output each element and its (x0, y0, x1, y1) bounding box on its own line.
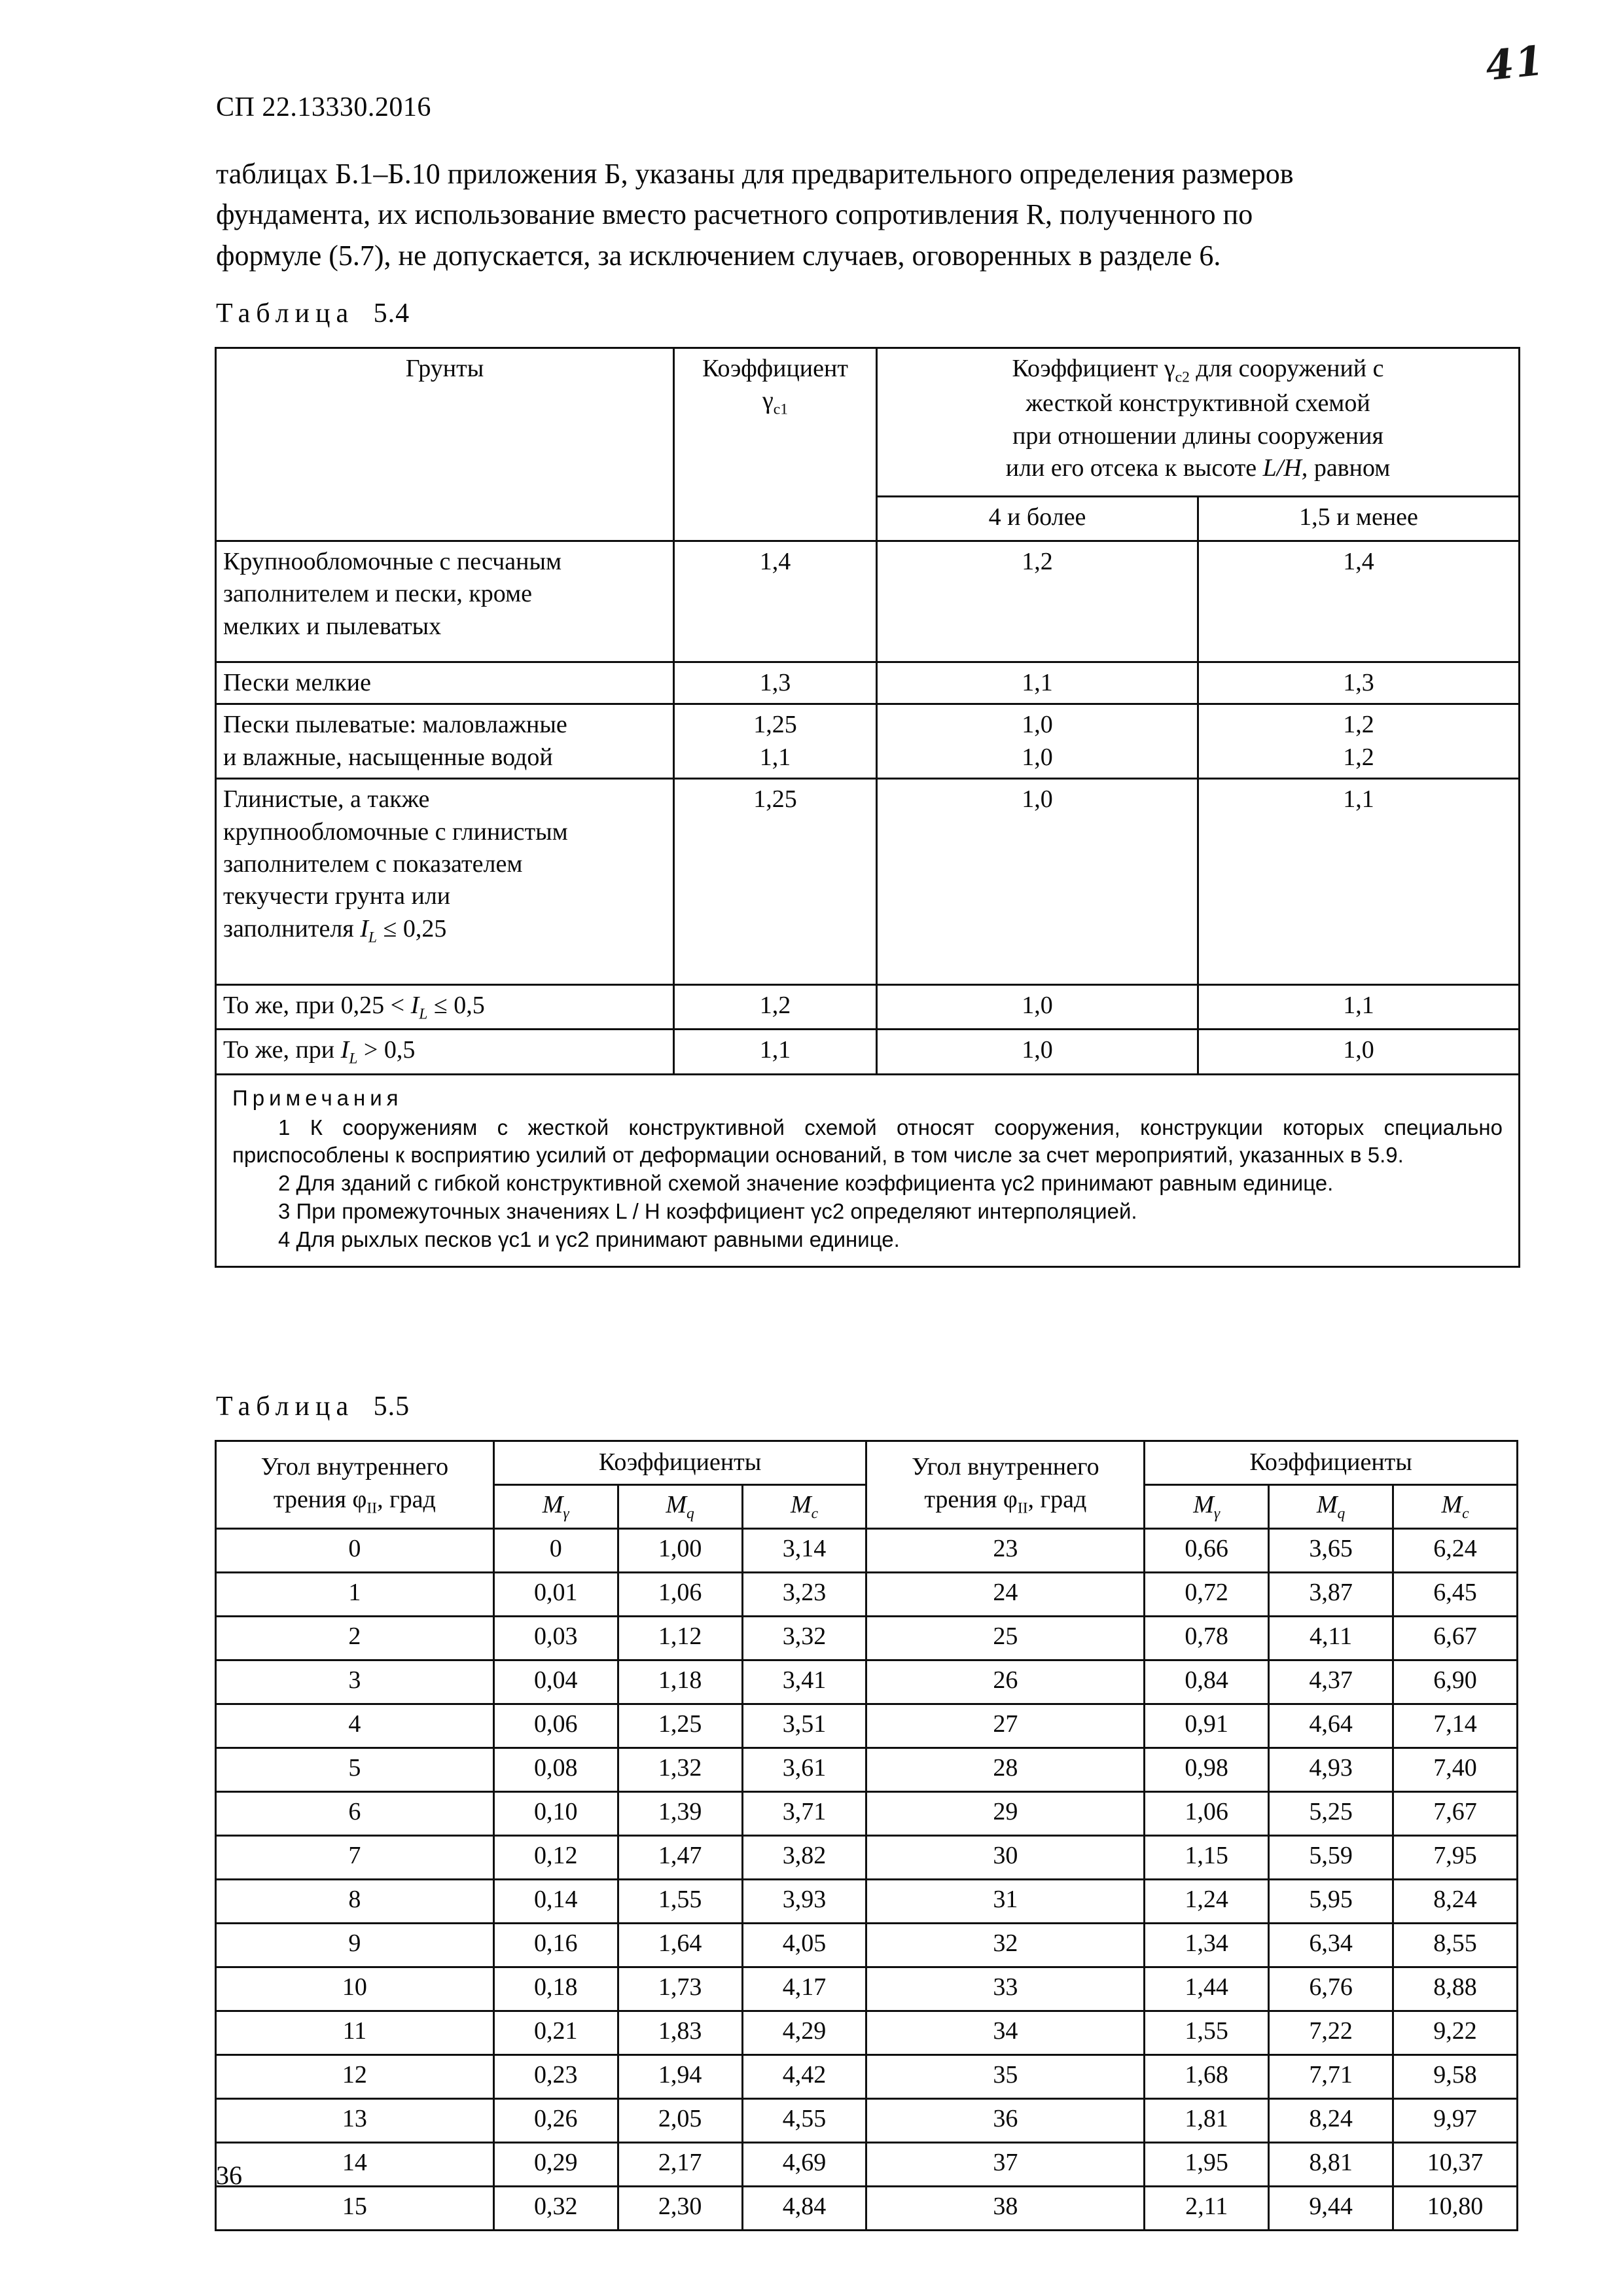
table-5-5-header-row (216, 1441, 1518, 1485)
gamma-c2-4-value: 1,0 (877, 985, 1198, 1030)
intro-line-2: фундамента, их использование вместо расчетного сопротивления R, полученного по (216, 198, 1253, 231)
m-c-left: 3,71 (742, 1792, 866, 1836)
table-row (216, 1748, 1518, 1792)
m-q-left: 1,55 (618, 1880, 742, 1924)
ground-line: Глинистые, а также (223, 785, 430, 814)
m-gamma-right: 1,24 (1145, 1880, 1269, 1924)
ground-line: Пески пылеватые: маловлажные (223, 711, 567, 739)
m-gamma-left: 0 (493, 1529, 618, 1573)
table-5-4 (215, 347, 1520, 1268)
header-gamma-c1-line1: Коэффициент (702, 355, 848, 382)
ground-name: То же, при $0,25 < I_L \le 0,5$ (216, 985, 674, 1030)
angle-right: 29 (866, 1792, 1145, 1836)
m-q-right: 3,65 (1269, 1529, 1393, 1573)
note-item: 1 К сооружениям с жесткой конструктивной схемой относят сооружения, конструкции которых специально приспособлены к восприятию усилий от деформации оснований, в том числе за счет мероприятий, указанных в 5.9. (232, 1115, 1503, 1168)
m-q-right: 8,81 (1269, 2143, 1393, 2187)
m-gamma-right: 2,11 (1145, 2187, 1269, 2231)
angle-left: 4 (216, 1704, 494, 1748)
m-c-right: 6,67 (1393, 1617, 1518, 1660)
gamma-c1-value: 1,3 (674, 662, 877, 704)
angle-left: 6 (216, 1792, 494, 1836)
m-c-left: 4,05 (742, 1924, 866, 1967)
m-q-right: 4,64 (1269, 1704, 1393, 1748)
angle-right: 36 (866, 2099, 1145, 2143)
table-5-5-caption (216, 1391, 410, 1422)
m-c-left: 3,32 (742, 1617, 866, 1660)
m-q-left: 1,83 (618, 2011, 742, 2055)
note-item: 4 Для рыхлых песков γc1 и γc2 принимают равными единице. (278, 1227, 900, 1252)
table-row (216, 704, 1520, 779)
m-q-right: 7,71 (1269, 2055, 1393, 2099)
m-gamma-left: 0,12 (493, 1836, 618, 1880)
m-gamma-right: 0,72 (1145, 1573, 1269, 1617)
m-gamma-right: 0,91 (1145, 1704, 1269, 1748)
m-q-right: 3,87 (1269, 1573, 1393, 1617)
ground-name (216, 541, 674, 662)
angle-right: 27 (866, 1704, 1145, 1748)
ground-name: То же, при $I_L > 0,5$ (216, 1030, 674, 1074)
m-gamma-right: 1,68 (1145, 2055, 1269, 2099)
m-c-right: 8,24 (1393, 1880, 1518, 1924)
table-5-4-notes-row (216, 1074, 1520, 1266)
angle-right: 38 (866, 2187, 1145, 2231)
m-gamma-left: 0,23 (493, 2055, 618, 2099)
m-gamma-left: 0,16 (493, 1924, 618, 1967)
angle-left: 15 (216, 2187, 494, 2231)
angle-left: 10 (216, 1967, 494, 2011)
m-q-left: 1,32 (618, 1748, 742, 1792)
gamma-c2-15-value: 1,2 1,2 (1198, 704, 1520, 779)
m-c-right: 6,90 (1393, 1660, 1518, 1704)
m-gamma-right: 0,66 (1145, 1529, 1269, 1573)
table-5-4-caption-number: 5.4 (373, 298, 410, 329)
table-row (216, 2011, 1518, 2055)
table-5-5-caption-number: 5.5 (373, 1391, 410, 1422)
angle-left: 7 (216, 1836, 494, 1880)
m-c-right: 9,22 (1393, 2011, 1518, 2055)
m-q-left: 1,12 (618, 1617, 742, 1660)
gamma-c2-15-value: 1,0 (1198, 1030, 1520, 1074)
table-row (216, 985, 1520, 1030)
m-c-right: 10,80 (1393, 2187, 1518, 2231)
angle-right: 26 (866, 1660, 1145, 1704)
m-c-right: 8,88 (1393, 1967, 1518, 2011)
m-c-left: 4,55 (742, 2099, 866, 2143)
header-gamma-c2: Коэффициент $\gamma_{c2}$ для сооружений с жесткой конструктивной схемой при отношении длины сооружения или его отсека к высоте L/H, равном (877, 348, 1520, 497)
m-c-right: 6,24 (1393, 1529, 1518, 1573)
table-5-4-caption-word: Таблица (216, 298, 355, 329)
gamma-c2-4-value: 1,2 (877, 541, 1198, 662)
header-m-c-right: $M_c$ (1393, 1485, 1518, 1529)
gamma-c2-15-value: 1,1 (1198, 779, 1520, 985)
angle-left: 1 (216, 1573, 494, 1617)
table-row (216, 1617, 1518, 1660)
gamma-c2-4-value: 1,0 (877, 779, 1198, 985)
gamma-c2-15-value: 1,1 (1198, 985, 1520, 1030)
note-item: 3 При промежуточных значениях L / H коэффициент γc2 определяют интерполяцией. (278, 1199, 1137, 1224)
ground-name (216, 779, 674, 985)
m-gamma-left: 0,32 (493, 2187, 618, 2231)
table-row (216, 1704, 1518, 1748)
m-q-left: 1,39 (618, 1792, 742, 1836)
m-gamma-left: 0,21 (493, 2011, 618, 2055)
m-q-left: 1,94 (618, 2055, 742, 2099)
table-row (216, 1030, 1520, 1074)
angle-right: 35 (866, 2055, 1145, 2099)
m-gamma-left: 0,10 (493, 1792, 618, 1836)
gamma-c1-value: 1,25 (674, 779, 877, 985)
angle-right: 23 (866, 1529, 1145, 1573)
table-row (216, 2055, 1518, 2099)
angle-right: 32 (866, 1924, 1145, 1967)
m-q-left: 1,18 (618, 1660, 742, 1704)
header-gamma-c1: Коэффициент $\gamma_{c1}$ (674, 348, 877, 541)
angle-left: 11 (216, 2011, 494, 2055)
table-row (216, 1836, 1518, 1880)
angle-left: 12 (216, 2055, 494, 2099)
header-coefficients-left: Коэффициенты (493, 1441, 866, 1485)
m-c-left: 3,93 (742, 1880, 866, 1924)
header-m-q-left: $M_q$ (618, 1485, 742, 1529)
table-row (216, 1660, 1518, 1704)
m-q-right: 9,44 (1269, 2187, 1393, 2231)
angle-right: 24 (866, 1573, 1145, 1617)
angle-left: 9 (216, 1924, 494, 1967)
angle-left: 2 (216, 1617, 494, 1660)
notes-block (216, 1074, 1520, 1266)
header-m-gamma-right: $M_\gamma$ (1145, 1485, 1269, 1529)
angle-right: 31 (866, 1880, 1145, 1924)
header-grounds: Грунты (216, 348, 674, 541)
table-row (216, 1792, 1518, 1836)
m-gamma-left: 0,14 (493, 1880, 618, 1924)
ground-name (216, 704, 674, 779)
m-q-left: 1,47 (618, 1836, 742, 1880)
angle-left: 3 (216, 1660, 494, 1704)
ground-line: мелких и пылеватых (223, 612, 442, 640)
m-c-left: 4,84 (742, 2187, 866, 2231)
table-row (216, 1967, 1518, 2011)
header-m-c-left: $M_c$ (742, 1485, 866, 1529)
header-coefficients-right: Коэффициенты (1145, 1441, 1518, 1485)
gamma-c1-value: 1,2 (674, 985, 877, 1030)
m-c-left: 3,41 (742, 1660, 866, 1704)
table-row (216, 1880, 1518, 1924)
table-row (216, 2187, 1518, 2231)
table-row (216, 2099, 1518, 2143)
angle-left: 0 (216, 1529, 494, 1573)
angle-right: 28 (866, 1748, 1145, 1792)
gamma-c2-15-value: 1,4 (1198, 541, 1520, 662)
m-q-left: 1,73 (618, 1967, 742, 2011)
m-q-left: 2,17 (618, 2143, 742, 2187)
m-gamma-right: 1,06 (1145, 1792, 1269, 1836)
table-5-5 (215, 1440, 1518, 2231)
m-gamma-left: 0,01 (493, 1573, 618, 1617)
table-row (216, 2143, 1518, 2187)
m-q-right: 4,37 (1269, 1660, 1393, 1704)
m-gamma-right: 1,34 (1145, 1924, 1269, 1967)
ground-line: Крупнообломочные с песчаным (223, 548, 562, 575)
m-q-right: 7,22 (1269, 2011, 1393, 2055)
m-c-right: 7,67 (1393, 1792, 1518, 1836)
table-5-4-header-row (216, 348, 1520, 497)
ground-name: Пески мелкие (216, 662, 674, 704)
m-c-right: 9,97 (1393, 2099, 1518, 2143)
m-q-left: 1,06 (618, 1573, 742, 1617)
m-gamma-right: 0,84 (1145, 1660, 1269, 1704)
ground-line: крупнообломочные с глинистым (223, 817, 568, 846)
angle-right: 33 (866, 1967, 1145, 2011)
header-m-q-right: $M_q$ (1269, 1485, 1393, 1529)
header-m-gamma-left: $M_\gamma$ (493, 1485, 618, 1529)
m-c-left: 4,17 (742, 1967, 866, 2011)
m-q-left: 2,05 (618, 2099, 742, 2143)
ground-line: заполнителем и пески, кроме (223, 580, 532, 608)
m-gamma-right: 1,55 (1145, 2011, 1269, 2055)
table-row (216, 1573, 1518, 1617)
m-c-left: 4,69 (742, 2143, 866, 2187)
angle-right: 34 (866, 2011, 1145, 2055)
m-gamma-right: 1,44 (1145, 1967, 1269, 2011)
m-c-left: 3,51 (742, 1704, 866, 1748)
intro-line-1: таблицах Б.1–Б.10 приложения Б, указаны для предварительного определения размеров (216, 158, 1294, 190)
angle-right: 37 (866, 2143, 1145, 2187)
m-q-left: 1,64 (618, 1924, 742, 1967)
m-q-left: 1,00 (618, 1529, 742, 1573)
m-c-left: 3,23 (742, 1573, 866, 1617)
gamma-c2-4-value: 1,0 1,0 (877, 704, 1198, 779)
m-q-right: 6,34 (1269, 1924, 1393, 1967)
m-q-right: 8,24 (1269, 2099, 1393, 2143)
table-5-5-wrapper (215, 1440, 1518, 2231)
m-gamma-left: 0,04 (493, 1660, 618, 1704)
m-gamma-left: 0,26 (493, 2099, 618, 2143)
m-gamma-right: 0,98 (1145, 1748, 1269, 1792)
m-gamma-right: 1,15 (1145, 1836, 1269, 1880)
table-5-4-wrapper (215, 347, 1518, 1268)
angle-left: 14 (216, 2143, 494, 2187)
angle-left: 8 (216, 1880, 494, 1924)
m-c-left: 3,82 (742, 1836, 866, 1880)
m-c-right: 6,45 (1393, 1573, 1518, 1617)
gamma-c1-value: 1,25 1,1 (674, 704, 877, 779)
table-row (216, 541, 1520, 662)
ground-line: заполнителем с показателем (223, 850, 523, 878)
m-q-right: 5,25 (1269, 1792, 1393, 1836)
ground-line: текучести грунта или (223, 882, 451, 910)
table-row (216, 779, 1520, 985)
table-row (216, 662, 1520, 704)
m-gamma-left: 0,06 (493, 1704, 618, 1748)
gamma-c2-4-value: 1,1 (877, 662, 1198, 704)
m-gamma-left: 0,29 (493, 2143, 618, 2187)
m-q-right: 5,95 (1269, 1880, 1393, 1924)
gamma-c2-4-value: 1,0 (877, 1030, 1198, 1074)
m-gamma-right: 1,81 (1145, 2099, 1269, 2143)
m-q-left: 1,25 (618, 1704, 742, 1748)
footer-page-number: 36 (216, 2161, 242, 2190)
m-c-right: 10,37 (1393, 2143, 1518, 2187)
header-ratio-1-5-and-less: 1,5 и менее (1198, 497, 1520, 541)
ground-line: заполнителя $I_L \le 0,25$ (223, 914, 447, 946)
m-q-right: 4,11 (1269, 1617, 1393, 1660)
angle-right: 30 (866, 1836, 1145, 1880)
m-c-right: 7,40 (1393, 1748, 1518, 1792)
gamma-c2-15-value: 1,3 (1198, 662, 1520, 704)
header-angle-left: Угол внутреннего трения $\varphi_{II}$, град (216, 1441, 494, 1529)
header-angle-right: Угол внутреннего трения $\varphi_{II}$, град (866, 1441, 1145, 1529)
table-5-4-caption (216, 298, 410, 329)
intro-line-3: формуле (5.7), не допускается, за исключением случаев, оговоренных в разделе 6. (216, 239, 1221, 272)
header-ratio-4-and-more: 4 и более (877, 497, 1198, 541)
m-gamma-left: 0,18 (493, 1967, 618, 2011)
m-q-right: 5,59 (1269, 1836, 1393, 1880)
notes-title: Примечания (232, 1085, 403, 1110)
gamma-c1-value: 1,1 (674, 1030, 877, 1074)
handwritten-page-mark: 41 (1483, 36, 1547, 90)
ground-line: и влажные, насыщенные водой (223, 743, 553, 771)
m-c-right: 9,58 (1393, 2055, 1518, 2099)
m-c-right: 7,14 (1393, 1704, 1518, 1748)
table-5-5-caption-word: Таблица (216, 1391, 355, 1422)
intro-paragraph (216, 154, 1518, 276)
m-c-left: 4,42 (742, 2055, 866, 2099)
m-c-left: 4,29 (742, 2011, 866, 2055)
m-gamma-right: 1,95 (1145, 2143, 1269, 2187)
m-gamma-left: 0,03 (493, 1617, 618, 1660)
m-c-right: 8,55 (1393, 1924, 1518, 1967)
note-item: 2 Для зданий с гибкой конструктивной схемой значение коэффициента γc2 принимают равным единице. (278, 1171, 1334, 1196)
angle-left: 5 (216, 1748, 494, 1792)
m-q-left: 2,30 (618, 2187, 742, 2231)
angle-left: 13 (216, 2099, 494, 2143)
m-c-left: 3,14 (742, 1529, 866, 1573)
table-row (216, 1529, 1518, 1573)
angle-right: 25 (866, 1617, 1145, 1660)
gamma-c1-value: 1,4 (674, 541, 877, 662)
m-c-left: 3,61 (742, 1748, 866, 1792)
m-gamma-left: 0,08 (493, 1748, 618, 1792)
m-q-right: 4,93 (1269, 1748, 1393, 1792)
m-q-right: 6,76 (1269, 1967, 1393, 2011)
document-code: СП 22.13330.2016 (216, 92, 431, 122)
m-gamma-right: 0,78 (1145, 1617, 1269, 1660)
m-c-right: 7,95 (1393, 1836, 1518, 1880)
table-row (216, 1924, 1518, 1967)
